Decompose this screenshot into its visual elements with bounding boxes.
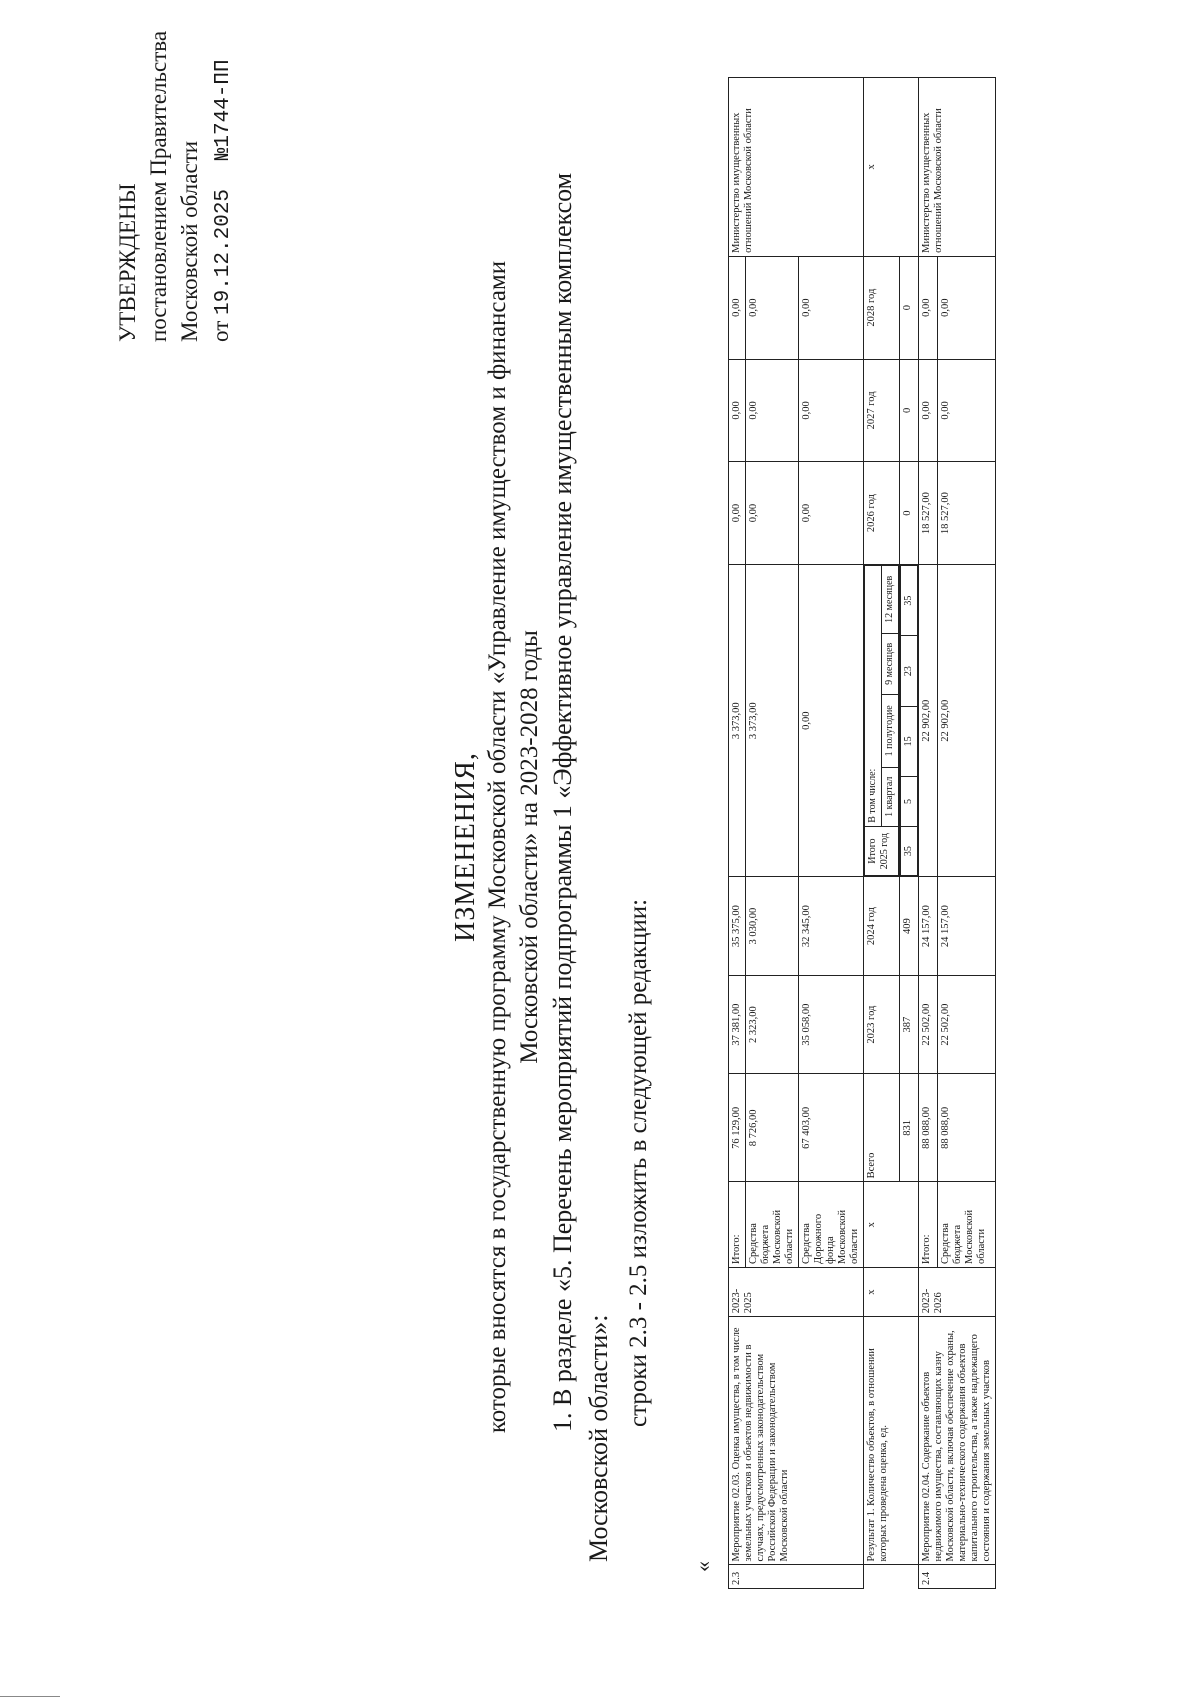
table-row [919, 78, 938, 1589]
result-x: х [864, 1182, 919, 1268]
cell-value: 8 726,00 [746, 1074, 799, 1182]
cell-value: 409 [900, 877, 919, 975]
cell-value: 3 373,00 [746, 564, 799, 876]
measures-table [728, 77, 996, 1589]
cell-value: 0 [900, 256, 919, 359]
cell-value: 24 157,00 [937, 877, 995, 975]
approved-date-line [205, 31, 239, 342]
date-value: 19.12.2025 [212, 188, 235, 315]
header-m12: 12 месяцев [882, 565, 899, 633]
cell-value: 15 [901, 706, 918, 776]
measure-name: Мероприятие 02.04. Содержание объектов недвижимого имущества, составляющих казну Московской области, включая обеспечение охраны, материально-технического содержания объектов капитального строительства, а также надлежащего состояния и содержания земельных участков [919, 1317, 996, 1565]
cell-value: 22 902,00 [919, 564, 938, 876]
cell-value: 35 [901, 565, 918, 635]
title-line-1: которые вносятся в государственную программу Московской области «Управление имуществом и финансами [484, 260, 511, 1434]
cell-value: 88 088,00 [919, 1074, 938, 1182]
cell-value: 0,00 [746, 256, 799, 359]
header-incl: В том числе: [865, 565, 882, 826]
cell-value: 23 [901, 636, 918, 706]
cell-value: 0,00 [799, 564, 864, 876]
cell-value: 18 527,00 [937, 462, 995, 565]
approved-line-1: постановлением Правительства [146, 30, 171, 342]
result-name: Результат 1. Количество объектов, в отношении которых проведена оценка, ед. [864, 1317, 919, 1565]
cell-value: 24 157,00 [919, 877, 938, 975]
result-header-2023: 2023 год [864, 975, 900, 1073]
cell-value: 0,00 [919, 256, 938, 359]
measure-period: 2023-2026 [919, 1267, 996, 1316]
cell-value: 37 381,00 [729, 975, 746, 1073]
table-row [729, 78, 746, 1589]
cell-value: 0,00 [937, 256, 995, 359]
cell-value: 0 [900, 462, 919, 565]
cell-value: 22 902,00 [937, 564, 995, 876]
source-total: Итого: [919, 1182, 938, 1268]
header-q1: 1 квартал [882, 767, 899, 826]
redaction-line: строки 2.3 - 2.5 изложить в следующей редакции: [625, 898, 652, 1427]
cell-value: 67 403,00 [799, 1074, 864, 1182]
result-x: х [864, 1267, 919, 1316]
cell-value: 2 323,00 [746, 975, 799, 1073]
title-block [450, 197, 546, 1497]
result-header-total: Всего [864, 1074, 900, 1182]
header-m9: 9 месяцев [882, 633, 899, 694]
cell-value: 387 [900, 975, 919, 1073]
header-h1: 1 полугодие [882, 694, 899, 767]
approved-word: УТВЕРЖДЕНЫ [115, 183, 140, 342]
result-header-2028: 2028 год [864, 256, 900, 359]
title-heading: ИЗМЕНЕНИЯ, [450, 752, 481, 942]
source-budget: Средства бюджета Московской области [746, 1182, 799, 1268]
cell-value: 5 [901, 777, 918, 827]
opening-quote: « [690, 1561, 715, 1572]
cell-value: 35 375,00 [729, 877, 746, 975]
result-header-2025 [864, 564, 900, 876]
cell-value: 35 058,00 [799, 975, 864, 1073]
executor: Министерство имущественных отношений Московской области [729, 78, 864, 257]
cell-value: 0,00 [799, 256, 864, 359]
cell-value: 76 129,00 [729, 1074, 746, 1182]
decree-number: №1744-ПП [212, 59, 235, 161]
cell-value: 0,00 [799, 462, 864, 565]
source-road-fund: Средства Дорожного фонда Московской области [799, 1182, 864, 1268]
cell-value: 0,00 [799, 359, 864, 462]
cell-value: 0,00 [729, 256, 746, 359]
date-prefix: от [208, 320, 233, 342]
section-paragraph: 1. В разделе «5. Перечень мероприятий подпрограммы 1 «Эффективное управление имущественным комплексом Московской области»: [548, 172, 613, 1562]
executor: Министерство имущественных отношений Московской области [919, 78, 996, 257]
cell-value: 831 [900, 1074, 919, 1182]
cell-value: 35 [901, 826, 918, 876]
row-number: 2.3 [729, 1565, 864, 1589]
title-line-2: Московской области» на 2023-2028 годы [516, 630, 543, 1064]
cell-value: 0,00 [746, 359, 799, 462]
cell-value: 0,00 [919, 359, 938, 462]
measure-period: 2023-2025 [729, 1267, 864, 1316]
source-budget: Средства бюджета Московской области [937, 1182, 995, 1268]
cell-value: 3 030,00 [746, 877, 799, 975]
result-header-2024: 2024 год [864, 877, 900, 975]
cell-value: 0,00 [937, 359, 995, 462]
cell-value: 22 502,00 [937, 975, 995, 1073]
cell-value: 0,00 [746, 462, 799, 565]
header-itogo: Итого 2025 год [865, 826, 899, 876]
cell-value: 88 088,00 [937, 1074, 995, 1182]
cell-value: 18 527,00 [919, 462, 938, 565]
measure-name: Мероприятие 02.03. Оценка имущества, в том числе земельных участков и объектов недвижимости в случаях, предусмотренных законодательством Российской Федерации и законодательством Московской области [729, 1317, 864, 1565]
row-number: 2.4 [919, 1565, 996, 1589]
result-header-2026: 2026 год [864, 462, 900, 565]
result-x: х [864, 78, 919, 257]
cell-value: 0 [900, 359, 919, 462]
cell-value: 0,00 [729, 462, 746, 565]
cell-value: 32 345,00 [799, 877, 864, 975]
approved-line-2: Московской области [177, 140, 202, 342]
source-total: Итого: [729, 1182, 746, 1268]
result-header-2027: 2027 год [864, 359, 900, 462]
result-values-2025 [900, 564, 919, 876]
cell-value: 0,00 [729, 359, 746, 462]
approval-stamp [112, 31, 239, 342]
table-row [864, 78, 900, 1589]
cell-value: 3 373,00 [729, 564, 746, 876]
cell-value: 22 502,00 [919, 975, 938, 1073]
